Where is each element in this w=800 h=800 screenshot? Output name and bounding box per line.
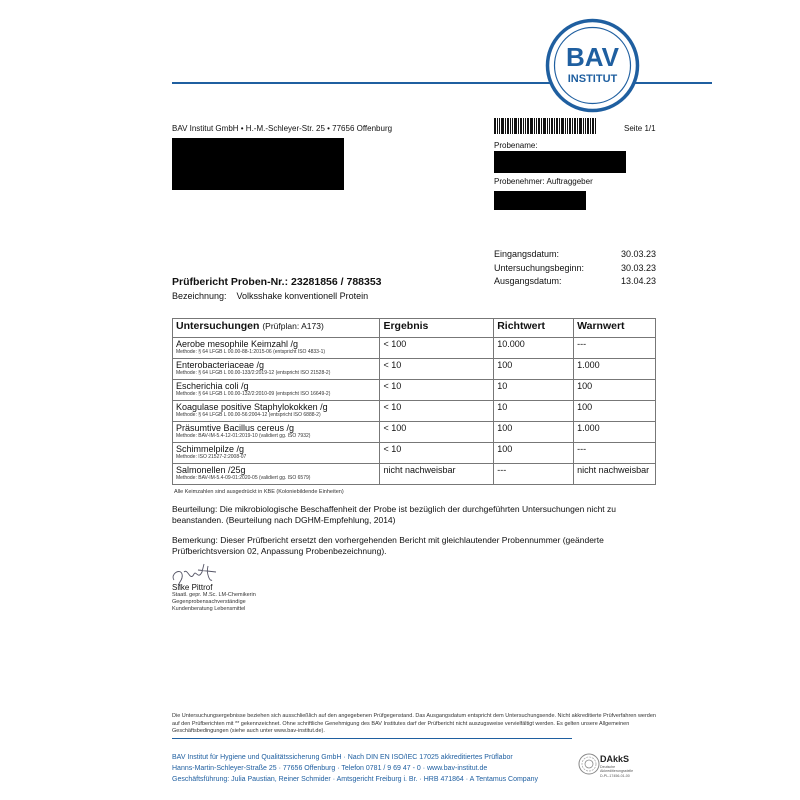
barcode-icon <box>494 118 616 134</box>
test-method: Methode: § 64 LFGB L 00.00-133/2:2019-12 (entspricht ISO 21528-2) <box>176 370 331 376</box>
test-name: Aerobe mesophile Keimzahl /g <box>176 339 299 349</box>
table-header-row <box>173 319 656 338</box>
date-label: Untersuchungsbeginn: <box>494 262 585 273</box>
test-method: Methode: ISO 21527-2:2008-07 <box>176 454 247 460</box>
table-row <box>173 464 656 485</box>
report-title: Prüfbericht Proben-Nr.: 23281856 / 788353 <box>172 276 382 288</box>
date-value: 30.03.23 <box>620 249 656 259</box>
dates-block <box>494 248 656 289</box>
cell-richtwert: 10 <box>494 380 574 401</box>
cell-warnwert: nicht nachweisbar <box>574 464 656 485</box>
cell-warnwert: 100 <box>574 380 656 401</box>
cell-ergebnis: < 10 <box>380 401 494 422</box>
test-name: Salmonellen /25g <box>176 465 246 475</box>
cell-richtwert: 100 <box>494 422 574 443</box>
dakks-icon <box>578 750 600 780</box>
signer-title: Staatl. gepr. M.Sc. LM-Chemikerin <box>172 591 256 598</box>
test-method: Methode: § 64 LFGB L 00.00-88-1:2015-06 (entspricht ISO 4833-1) <box>176 349 326 355</box>
header-warnwert: Warnwert <box>574 319 656 338</box>
cell-richtwert: 100 <box>494 443 574 464</box>
date-value: 13.04.23 <box>620 276 656 286</box>
header-untersuchungen: Untersuchungen (Prüfplan: A173) <box>173 319 380 338</box>
dakks-name: DAkkS <box>600 754 630 764</box>
results-table <box>172 318 656 485</box>
date-row-ausgang <box>494 275 656 289</box>
cell-ergebnis: < 100 <box>380 422 494 443</box>
sender-line: BAV Institut GmbH • H.-M.-Schleyer-Str. 25 • 77656 Offenburg <box>172 124 393 133</box>
dakks-badge <box>578 746 658 786</box>
signer-block <box>172 584 256 613</box>
signer-role: Gegenprobensachverständige <box>172 598 246 605</box>
date-row-untersuchung <box>494 262 656 276</box>
date-value: 30.03.23 <box>620 262 656 273</box>
redacted-address <box>172 138 344 190</box>
test-method: Methode: BAV-IM-5.4-12-01:2019-10 (validiert gg. ISO 7932) <box>176 433 311 439</box>
cell-richtwert: 10.000 <box>494 338 574 359</box>
footer-line-2: Hanns-Martin-Schleyer-Straße 25 · 77656 Offenburg · Telefon 0781 / 9 69 47 - 0 · www.bav-institut.de <box>172 765 488 772</box>
footer-rule <box>172 738 572 739</box>
bezeichnung-value: Volksshake konventionell Protein <box>236 291 369 301</box>
date-label: Ausgangsdatum: <box>494 276 562 286</box>
redacted-auftraggeber <box>494 191 586 210</box>
header-richtwert: Richtwert <box>494 319 574 338</box>
bezeichnung <box>172 291 368 301</box>
beurteilung-text: Beurteilung: Die mikrobiologische Beschaffenheit der Probe ist bezüglich der durchgeführten Untersuchungen nicht zu beanstanden. (Beurteilung nach DGHM-Empfehlung, 2014) <box>172 504 616 525</box>
probename-label: Probename: <box>494 141 538 150</box>
test-method: Methode: BAV-IM-5.4-09-01:2020-05 (validiert gg. ISO 6579) <box>176 475 311 481</box>
signer-dept: Kundenberatung Lebensmittel <box>172 605 246 612</box>
table-footnote: Alle Keimzahlen sind ausgedrückt in KBE (Koloniebildende Einheiten) <box>174 489 344 495</box>
footer-line-3: Geschäftsführung: Julia Paustian, Reiner Schmider · Amtsgericht Freiburg i. Br. · HRB 471864 · A Tentamus Company <box>172 776 538 783</box>
footer-line-1: BAV Institut für Hygiene und Qualitätssicherung GmbH · Nach DIN EN ISO/IEC 17025 akkreditiertes Prüflabor <box>172 754 513 761</box>
date-label: Eingangsdatum: <box>494 249 560 259</box>
table-row <box>173 443 656 464</box>
dakks-sub: Deutsche Akkreditierungsstelle D-PL-17456-01-00 <box>600 765 634 778</box>
test-name: Escherichia coli /g <box>176 381 249 391</box>
cell-ergebnis: < 100 <box>380 338 494 359</box>
cell-warnwert: --- <box>574 443 656 464</box>
table-row <box>173 338 656 359</box>
cell-ergebnis: < 10 <box>380 359 494 380</box>
page-number: Seite 1/1 <box>624 124 656 133</box>
cell-warnwert: 1.000 <box>574 422 656 443</box>
test-method: Methode: § 64 LFGB L 00.00-56:2004-12 (entspricht ISO 6888-2) <box>176 412 321 418</box>
logo-text-institut: INSTITUT <box>567 73 618 85</box>
cell-richtwert: --- <box>494 464 574 485</box>
logo-text-bav: BAV <box>566 42 619 72</box>
test-name: Koagulase positive Staphylokokken /g <box>176 402 328 412</box>
cell-warnwert: 1.000 <box>574 359 656 380</box>
header-ergebnis: Ergebnis <box>380 319 494 338</box>
cell-warnwert: 100 <box>574 401 656 422</box>
test-name: Schimmelpilze /g <box>176 444 245 454</box>
table-row <box>173 359 656 380</box>
table-row <box>173 422 656 443</box>
redacted-probename <box>494 151 626 173</box>
test-name: Präsumtive Bacillus cereus /g <box>176 423 295 433</box>
bav-logo-icon <box>545 18 640 113</box>
probenehmer-label: Probenehmer: Auftraggeber <box>494 177 593 186</box>
cell-ergebnis: < 10 <box>380 380 494 401</box>
table-row <box>173 380 656 401</box>
bezeichnung-label: Bezeichnung: <box>172 291 227 301</box>
test-method: Methode: § 64 LFGB L 00.00-132/2:2010-09 (entspricht ISO 16649-2) <box>176 391 331 397</box>
date-row-eingang <box>494 248 656 262</box>
disclaimer-text: Die Untersuchungsergebnisse beziehen sich ausschließlich auf den angegebenen Prüfgegenstand. Das Ausgangsdatum entspricht dem Untersuchungsende. Nicht akkreditierte Prüfverfahren werden auf den Prüfberichten mit ** gekennzeichnet. Ohne schriftliche Genehmigung des BAV Institutes darf der Prüfbericht nicht auszugsweise vervielfältigt werden. Es gelten unsere Allgemeinen Geschäftsbedingungen (siehe auch unter www.bav-institut.de). <box>172 713 656 734</box>
pruefplan-label: (Prüfplan: A173) <box>262 321 324 331</box>
bemerkung-text: Bemerkung: Dieser Prüfbericht ersetzt den vorhergehenden Bericht mit gleichlautender Probennummer (geänderte Prüfberichtsversion 02, Anpassung Probenbezeichnung). <box>172 535 604 556</box>
signer-name: Silke Pittrof <box>172 583 213 592</box>
cell-ergebnis: < 10 <box>380 443 494 464</box>
cell-richtwert: 100 <box>494 359 574 380</box>
cell-ergebnis: nicht nachweisbar <box>380 464 494 485</box>
test-name: Enterobacteriaceae /g <box>176 360 265 370</box>
cell-warnwert: --- <box>574 338 656 359</box>
cell-richtwert: 10 <box>494 401 574 422</box>
table-row <box>173 401 656 422</box>
